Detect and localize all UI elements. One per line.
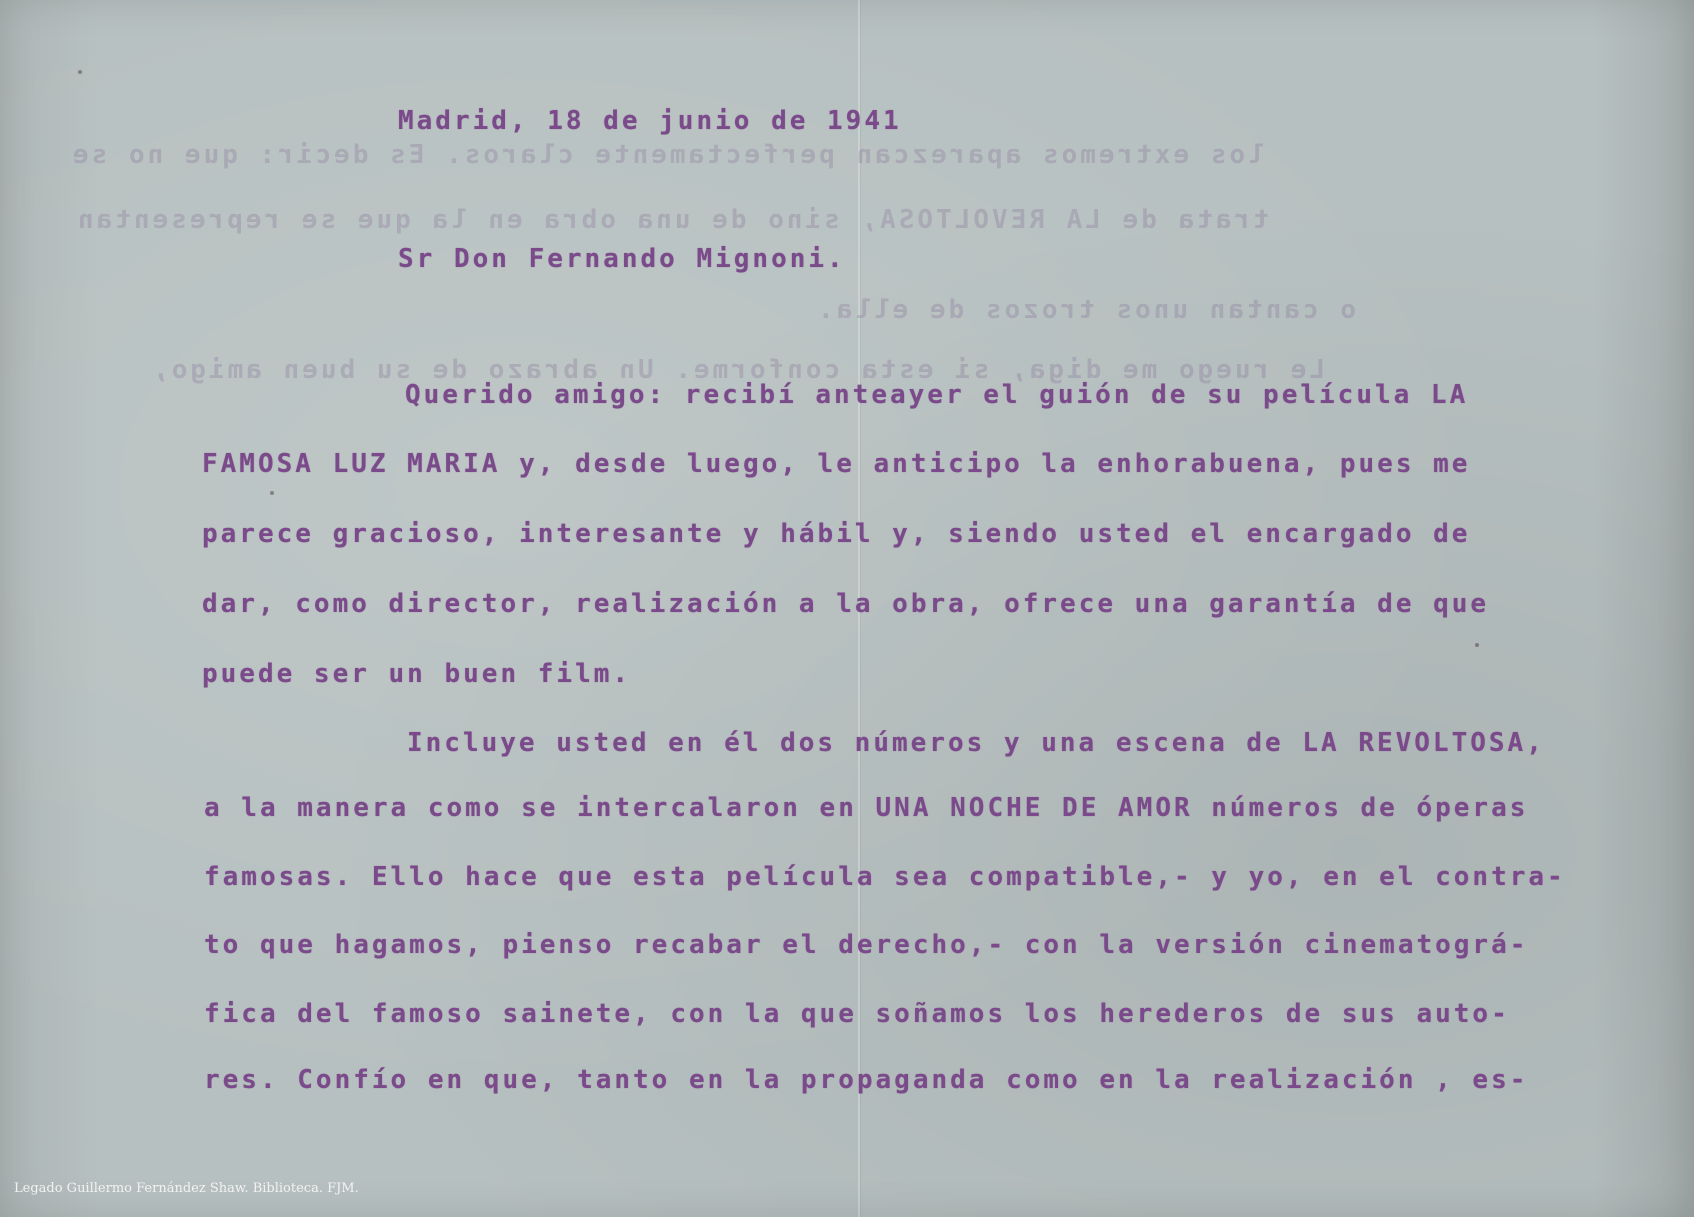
letter-date: Madrid, 18 de junio de 1941 (398, 106, 902, 136)
paragraph1-line: FAMOSA LUZ MARIA y, desde luego, le anticipo la enhorabuena, pues me (202, 449, 1471, 479)
bleedthrough-line: Le ruego me diga, si esta conforme. Un abrazo de su buen amigo, (150, 355, 1326, 385)
paragraph2-line: a la manera como se intercalaron en UNA NOCHE DE AMOR números de óperas (204, 793, 1529, 823)
paper-speck (270, 491, 274, 495)
paragraph2-line: res. Confío en que, tanto en la propaganda como en la realización , es- (204, 1065, 1529, 1095)
paragraph2-line: Incluye usted en él dos números y una escena de LA REVOLTOSA, (407, 728, 1545, 758)
paragraph2-line: to que hagamos, pienso recabar el derecho,- con la versión cinematográ- (204, 930, 1529, 960)
paragraph2-line: famosas. Ello hace que esta película sea compatible,- y yo, en el contra- (204, 862, 1566, 892)
paragraph2-line: fica del famoso sainete, con la que soñamos los herederos de sus auto- (204, 999, 1510, 1029)
paper-speck (78, 70, 82, 74)
bleedthrough-line: los extremos aparezcan perfectamente claros. Es decir: que no se (70, 140, 1264, 170)
bleedthrough-line: trata de LA REVOLTOSA, sino de una obra en la que se representan (75, 205, 1269, 235)
paragraph1-line: Querido amigo: recibí anteayer el guión de su película LA (405, 380, 1469, 410)
paper-speck (1475, 643, 1479, 647)
letter-recipient: Sr Don Fernando Mignoni. (398, 244, 846, 274)
bleedthrough-line: o cantan unos trozos de ella. (815, 295, 1356, 325)
archive-credit: Legado Guillermo Fernández Shaw. Biblioteca. FJM. (14, 1181, 359, 1196)
paragraph1-line: dar, como director, realización a la obra, ofrece una garantía de que (202, 589, 1490, 619)
paragraph1-line: puede ser un buen film. (202, 659, 632, 689)
paragraph1-line: parece gracioso, interesante y hábil y, siendo usted el encargado de (202, 519, 1471, 549)
